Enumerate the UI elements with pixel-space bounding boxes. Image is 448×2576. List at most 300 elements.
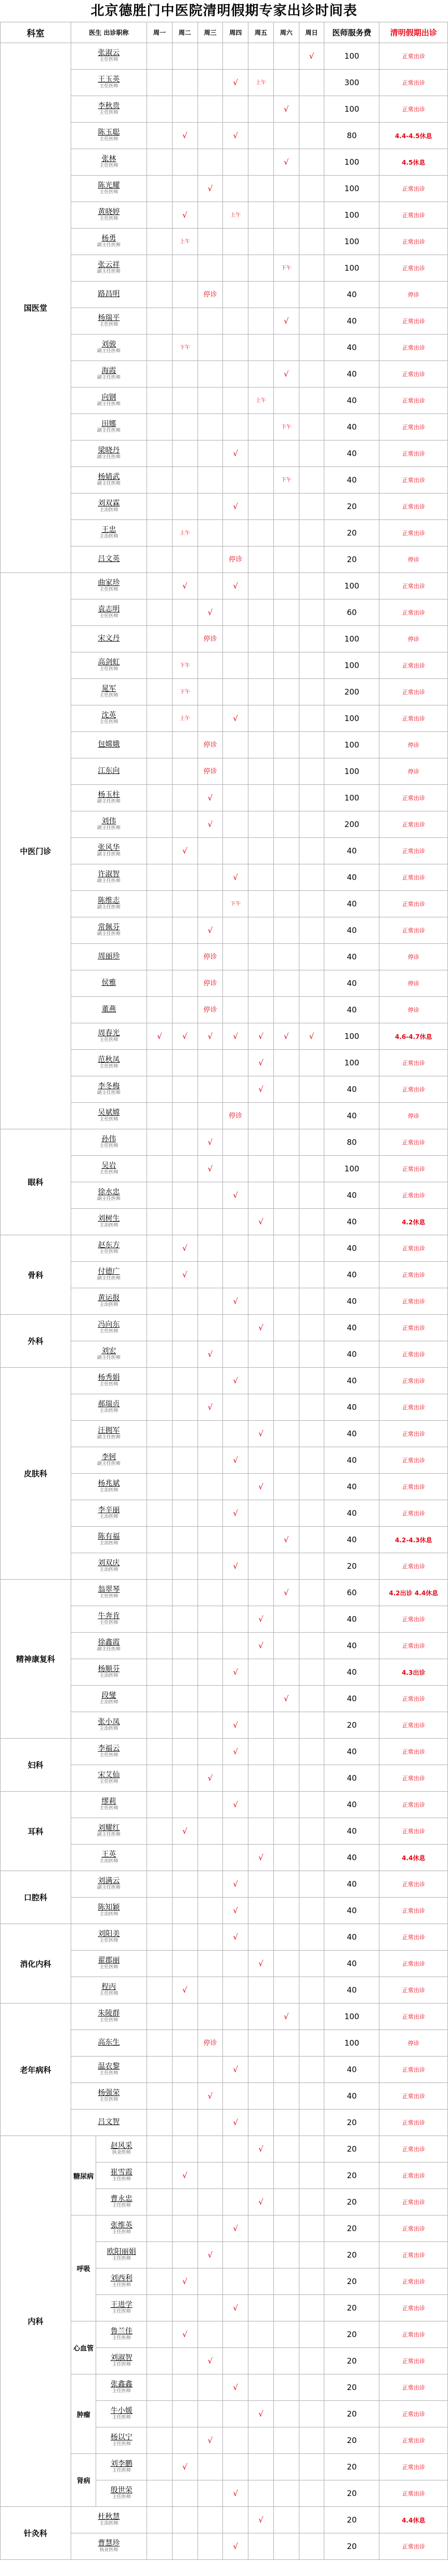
holiday-note-cell: 正常出诊 [379,1129,448,1156]
day-slot [248,2348,274,2374]
day-slot [197,255,223,282]
doctor-name-link[interactable]: 张林 [101,155,116,164]
day-slot [172,493,197,520]
day-slot [197,1951,223,1977]
day-slot [273,1500,299,1527]
doctor-name-link[interactable]: 翁翠琴 [98,1585,120,1594]
day-slot [223,2215,248,2242]
doctor-name-link[interactable]: 吴岩 [101,1162,116,1170]
doctor-name-link[interactable]: 袁志明 [98,605,120,614]
header-day: 周一 [147,22,173,43]
doctor-name-link[interactable]: 晁军 [101,685,116,693]
doctor-cell [71,785,147,811]
doctor-title: 主治医师 [99,1487,118,1493]
day-slot [172,2110,197,2136]
fee-cell: 40 [324,1235,379,1262]
day-slot [248,1474,274,1500]
check-mark-icon: √ [233,1799,238,1809]
doctor-cell [71,546,147,573]
doctor-name-link[interactable]: 刘淑智 [110,2354,133,2363]
doctor-name-link[interactable]: 刘耀红 [98,1824,120,1833]
day-slot [197,2507,223,2533]
doctor-name-link[interactable]: 刘宏 [101,1347,116,1356]
fee-cell: 40 [324,2083,379,2110]
doctor-title: 副主任医师 [97,1434,121,1440]
doctor-title: 主治医师 [99,1726,118,1731]
day-slot [223,2321,248,2348]
day-slot [299,917,324,944]
day-slot [248,1792,274,1818]
doctor-cell [71,573,147,599]
day-slot [299,1262,324,1288]
doctor-name-link[interactable]: 朱陵群 [98,2009,120,2018]
doctor-name-link[interactable]: 李辛丽 [98,1506,120,1515]
day-slot [248,2268,274,2295]
doctor-name-link[interactable]: 杨婧武 [98,473,120,482]
fee-cell: 40 [324,1871,379,1898]
day-slot [273,599,299,626]
day-slot [197,282,223,308]
doctor-name-link[interactable]: 李秋贵 [98,102,120,111]
day-slot [223,705,248,732]
slot-label: 停诊 [203,980,217,988]
doctor-title: 副主任医师 [97,1832,121,1837]
doctor-title: 主任医师 [112,2229,131,2235]
holiday-note-cell: 停诊 [379,282,448,308]
day-slot [172,1209,197,1235]
day-slot [223,2110,248,2136]
day-slot [273,1288,299,1315]
day-slot [172,1765,197,1792]
day-slot [299,123,324,149]
doctor-title: 副主任医师 [97,375,121,380]
day-slot [197,838,223,864]
day-slot [299,1739,324,1765]
doctor-title: 副主任医师 [97,1355,121,1360]
doctor-cell [71,1792,147,1818]
day-slot [172,2057,197,2083]
doctor-name-link[interactable]: 张小凤 [98,1718,120,1727]
doctor-name-link[interactable]: 杨勇 [101,234,116,243]
doctor-name-link[interactable]: 李轲 [101,1453,116,1462]
doctor-name-link[interactable]: 吕文智 [98,2118,120,2127]
doctor-name-link[interactable]: 海霞 [101,367,116,376]
fee-cell: 20 [324,2321,379,2348]
fee-cell: 100 [324,2004,379,2030]
day-slot [248,1580,274,1606]
doctor-cell [71,758,147,785]
doctor-name-link[interactable]: 黄晓婷 [98,208,120,217]
day-slot [248,1633,274,1659]
doctor-name-link[interactable]: 宋艾仙 [98,1771,120,1780]
day-slot [147,679,173,705]
day-slot [248,785,274,811]
day-slot [172,70,197,96]
doctor-title: 主任医师 [99,2017,118,2023]
day-slot [197,2004,223,2030]
day-slot [248,493,274,520]
day-slot [223,149,248,176]
table-row [1,1739,448,1765]
doctor-title: 主任医师 [112,2335,131,2341]
day-slot [223,1235,248,1262]
holiday-note-cell: 正常出诊 [379,388,448,414]
check-mark-icon: √ [207,1031,213,1041]
doctor-title: 主任医师 [99,216,118,221]
day-slot [147,1765,173,1792]
doctor-name-link[interactable]: 江东向 [98,767,120,776]
doctor-name-link[interactable]: 常佩芬 [98,923,120,932]
day-slot [273,388,299,414]
doctor-name-link[interactable]: 付德广 [98,1267,120,1276]
check-mark-icon: √ [233,1376,238,1385]
doctor-name-link[interactable]: 鲁兰佳 [110,2327,133,2336]
doctor-name-link[interactable]: 周春光 [98,1029,120,1038]
doctor-name-link[interactable]: 杜秋慧 [98,2513,120,2521]
day-slot [172,970,197,997]
doctor-name-link[interactable]: 刘树生 [98,1214,120,1223]
holiday-note-cell: 停诊 [379,546,448,573]
doctor-cell [71,864,147,891]
day-slot [248,520,274,546]
doctor-name-link[interactable]: 杨瑞平 [98,314,120,323]
day-slot [172,2136,197,2163]
doctor-name-link[interactable]: 赵风采 [110,2142,133,2151]
day-slot [197,679,223,705]
table-row [1,1924,448,1951]
day-slot [147,1235,173,1262]
day-slot [248,1500,274,1527]
day-slot [172,2215,197,2242]
doctor-name-link[interactable]: 温农黎 [98,2062,120,2071]
doctor-title: 副主任医师 [97,798,121,804]
doctor-name-link[interactable]: 张淑云 [98,49,120,58]
day-slot [273,2507,299,2533]
fee-cell: 60 [324,1580,379,1606]
check-mark-icon: √ [182,2462,188,2472]
day-slot [248,917,274,944]
doctor-name-link[interactable]: 冯向东 [98,1320,120,1329]
fee-cell: 100 [324,1050,379,1076]
doctor-name-link[interactable]: 许淑智 [98,870,120,879]
doctor-name-link[interactable]: 汪拥军 [98,1426,120,1435]
day-slot [273,1845,299,1871]
doctor-title: 主任医师 [99,1964,118,1970]
doctor-name-link[interactable]: 董燕 [101,1005,116,1014]
doctor-name-link[interactable]: 王忠 [101,526,116,535]
doctor-cell [71,308,147,335]
day-slot [197,229,223,255]
day-slot [147,1050,173,1076]
doctor-title: 主任医师 [112,2282,131,2288]
check-mark-icon: √ [233,2541,238,2551]
day-slot [248,1315,274,1341]
doctor-name-link[interactable]: 孙伟 [101,1135,116,1144]
doctor-name-link[interactable]: 曹永忠 [110,2195,133,2204]
doctor-name-link[interactable]: 包嫦娥 [98,740,120,749]
doctor-name-link[interactable]: 刘西利 [110,2274,133,2283]
day-slot [273,1447,299,1474]
doctor-cell [71,1129,147,1156]
holiday-note-cell: 正常出诊 [379,838,448,864]
doctor-name-link[interactable]: 牛奔肯 [98,1612,120,1621]
doctor-name-link[interactable]: 张云祥 [98,261,120,270]
doctor-name-link[interactable]: 沈英 [101,711,116,720]
doctor-name-link[interactable]: 刘双霖 [98,499,120,508]
doctor-name-link[interactable]: 杨强荣 [98,2089,120,2098]
fee-cell: 20 [324,2401,379,2427]
day-slot [223,1209,248,1235]
doctor-name-link[interactable]: 李福云 [98,1744,120,1753]
doctor-name-link[interactable]: 吴斌嫦 [98,1109,120,1117]
day-slot [172,229,197,255]
day-slot [147,970,173,997]
dept-cell: 精神康复科 [1,1580,71,1739]
doctor-name-link[interactable]: 宋文丹 [98,634,120,643]
day-slot [273,1659,299,1686]
day-slot [147,43,173,70]
check-mark-icon: √ [233,872,238,882]
day-slot [147,229,173,255]
doctor-name-link[interactable]: 李冬梅 [98,1082,120,1091]
doctor-title: 主任医师 [99,586,118,592]
doctor-name-link[interactable]: 张风华 [98,844,120,852]
doctor-cell [71,1765,147,1792]
doctor-name-link[interactable]: 高剑虹 [98,658,120,667]
day-slot [248,1209,274,1235]
day-slot [172,1792,197,1818]
check-mark-icon: √ [233,1296,238,1306]
day-slot [299,785,324,811]
day-slot [147,123,173,149]
day-slot [248,1023,274,1050]
holiday-note-cell: 正常出诊 [379,811,448,838]
day-slot [248,1156,274,1182]
holiday-note-cell: 正常出诊 [379,467,448,493]
fee-cell: 20 [324,546,379,573]
fee-cell: 40 [324,1474,379,1500]
doctor-name-link[interactable]: 赵东方 [98,1241,120,1250]
doctor-cell [96,2454,147,2480]
doctor-name-link[interactable]: 程丙 [101,1983,116,1992]
doctor-name-link[interactable]: 黄运报 [98,1294,120,1303]
day-slot [223,202,248,229]
doctor-name-link[interactable]: 徐鑫霞 [98,1638,120,1647]
doctor-name-link[interactable]: 王英 [101,1850,116,1859]
day-slot [248,864,274,891]
check-mark-icon: √ [258,1640,263,1650]
day-slot [223,2163,248,2189]
doctor-name-link[interactable]: 向钢 [101,393,116,402]
day-slot [299,2136,324,2163]
day-slot [197,202,223,229]
doctor-name-link[interactable]: 曹慧珍 [98,2539,120,2548]
doctor-name-link[interactable]: 陈维志 [98,897,120,905]
doctor-cell [71,917,147,944]
holiday-note-cell: 停诊 [379,1103,448,1129]
doctor-name-link[interactable]: 刘满云 [98,1877,120,1886]
fee-cell: 100 [324,1023,379,1050]
doctor-name-link[interactable]: 杨以宁 [110,2433,133,2442]
day-slot [273,2374,299,2401]
day-slot [147,2480,173,2507]
doctor-cell [71,467,147,493]
doctor-name-link[interactable]: 王玉英 [98,75,120,84]
day-slot [147,997,173,1023]
day-slot [172,1606,197,1633]
day-slot [248,679,274,705]
day-slot [248,2242,274,2268]
doctor-name-link[interactable]: 张维英 [110,2221,133,2230]
day-slot [273,1182,299,1209]
holiday-note-cell: 正常出诊 [379,1792,448,1818]
day-slot [248,2004,274,2030]
doctor-name-link[interactable]: 徐水忠 [98,1188,120,1197]
doctor-name-link[interactable]: 刘骏 [101,340,116,349]
doctor-name-link[interactable]: 曲家珍 [98,579,120,588]
holiday-note-cell: 正常出诊 [379,1262,448,1288]
doctor-name-link[interactable]: 刘双庆 [98,1559,120,1568]
dept-cell: 国医堂 [1,43,71,573]
doctor-name-link[interactable]: 杨玉柱 [98,791,120,799]
day-slot [299,732,324,758]
doctor-name-link[interactable]: 郝瑞贞 [98,1400,120,1409]
day-slot [147,520,173,546]
doctor-name-link[interactable]: 张鑫鑫 [110,2380,133,2389]
day-slot [248,1076,274,1103]
fee-cell: 20 [324,2163,379,2189]
day-slot [223,1765,248,1792]
check-mark-icon: √ [258,1084,263,1094]
day-slot [223,970,248,997]
doctor-name-link[interactable]: 欧阳丽娟 [107,2248,136,2257]
fee-cell: 200 [324,679,379,705]
day-slot [147,1447,173,1474]
doctor-cell [71,626,147,652]
doctor-name-link[interactable]: 王进学 [110,2301,133,2310]
holiday-note-cell: 正常出诊 [379,1712,448,1739]
doctor-name-link[interactable]: 杨秀娟 [98,1373,120,1382]
day-slot [273,573,299,599]
doctor-name-link[interactable]: 刘阳美 [98,1930,120,1939]
doctor-title: 主任医师 [112,2467,131,2473]
day-slot [197,96,223,123]
day-slot [172,1924,197,1951]
doctor-title: 副主任医师 [97,401,121,407]
slot-label: 停诊 [203,1006,217,1015]
doctor-name-link[interactable]: 路昌明 [98,290,120,299]
day-slot [248,944,274,970]
holiday-note-cell: 停诊 [379,626,448,652]
doctor-name-link[interactable]: 梁晓丹 [98,446,120,455]
check-mark-icon: √ [233,1905,238,1915]
day-slot [299,229,324,255]
day-slot [223,1659,248,1686]
fee-cell: 20 [324,2268,379,2295]
holiday-note-cell: 正常出诊 [379,255,448,282]
day-slot [299,493,324,520]
day-slot [273,1315,299,1341]
doctor-name-link[interactable]: 高东生 [98,2038,120,2047]
day-slot [299,1898,324,1924]
doctor-name-link[interactable]: 陈光耀 [98,181,120,190]
day-slot [223,176,248,202]
day-slot [299,1421,324,1447]
doctor-name-link[interactable]: 殷世荣 [110,2486,133,2495]
doctor-name-link[interactable]: 杨顺芬 [98,1665,120,1674]
doctor-name-link[interactable]: 杨兆斌 [98,1479,120,1488]
check-mark-icon: √ [233,1031,238,1041]
day-slot [197,1368,223,1394]
doctor-name-link[interactable]: 周丽珍 [98,952,120,961]
fee-cell: 100 [324,573,379,599]
doctor-name-link[interactable]: 范秋凤 [98,1056,120,1064]
fee-cell: 40 [324,1951,379,1977]
day-slot [197,1447,223,1474]
check-mark-icon: √ [258,1958,263,1968]
day-slot [299,1023,324,1050]
doctor-name-link[interactable]: 段燮 [101,1691,116,1700]
table-row [1,1580,448,1606]
day-slot [147,573,173,599]
check-mark-icon: √ [207,925,213,935]
check-mark-icon: √ [233,2117,238,2127]
doctor-name-link[interactable]: 陈玉聪 [98,128,120,137]
doctor-name-link[interactable]: 陈知颖 [98,1903,120,1912]
doctor-name-link[interactable]: 陈有福 [98,1532,120,1541]
day-slot [273,1580,299,1606]
fee-cell: 40 [324,441,379,467]
holiday-note-cell: 正常出诊 [379,652,448,679]
day-slot [147,414,173,441]
doctor-name-link[interactable]: 田娜 [101,420,116,429]
day-slot [223,652,248,679]
doctor-name-link[interactable]: 侯雅 [101,979,116,987]
holiday-note-cell: 正常出诊 [379,1871,448,1898]
schedule-body [1,43,448,2560]
holiday-note-cell: 正常出诊 [379,361,448,388]
fee-cell: 40 [324,1633,379,1659]
day-slot [147,467,173,493]
doctor-name-link[interactable]: 崔雪霞 [110,2168,133,2177]
day-slot [147,255,173,282]
day-slot [197,1209,223,1235]
day-slot [273,335,299,361]
day-slot [172,626,197,652]
day-slot [197,2533,223,2560]
doctor-cell [71,2083,147,2110]
day-slot [223,493,248,520]
doctor-cell [71,1368,147,1394]
doctor-name-link[interactable]: 刘伟 [101,817,116,826]
doctor-name-link[interactable]: 刘李鹏 [110,2460,133,2468]
doctor-name-link[interactable]: 缪莉 [101,1797,116,1806]
holiday-note-cell: 正常出诊 [379,1315,448,1341]
doctor-name-link[interactable]: 吕文英 [98,555,120,564]
day-slot [197,1235,223,1262]
day-slot [197,2321,223,2348]
day-slot [223,2030,248,2057]
day-slot [299,43,324,70]
header-day: 周二 [172,22,197,43]
day-slot [223,70,248,96]
doctor-name-link[interactable]: 牛小媛 [110,2407,133,2415]
day-slot [273,1474,299,1500]
doctor-name-link[interactable]: 翟郡丽 [98,1956,120,1965]
day-slot [248,705,274,732]
fee-cell: 20 [324,2533,379,2560]
day-slot [248,414,274,441]
